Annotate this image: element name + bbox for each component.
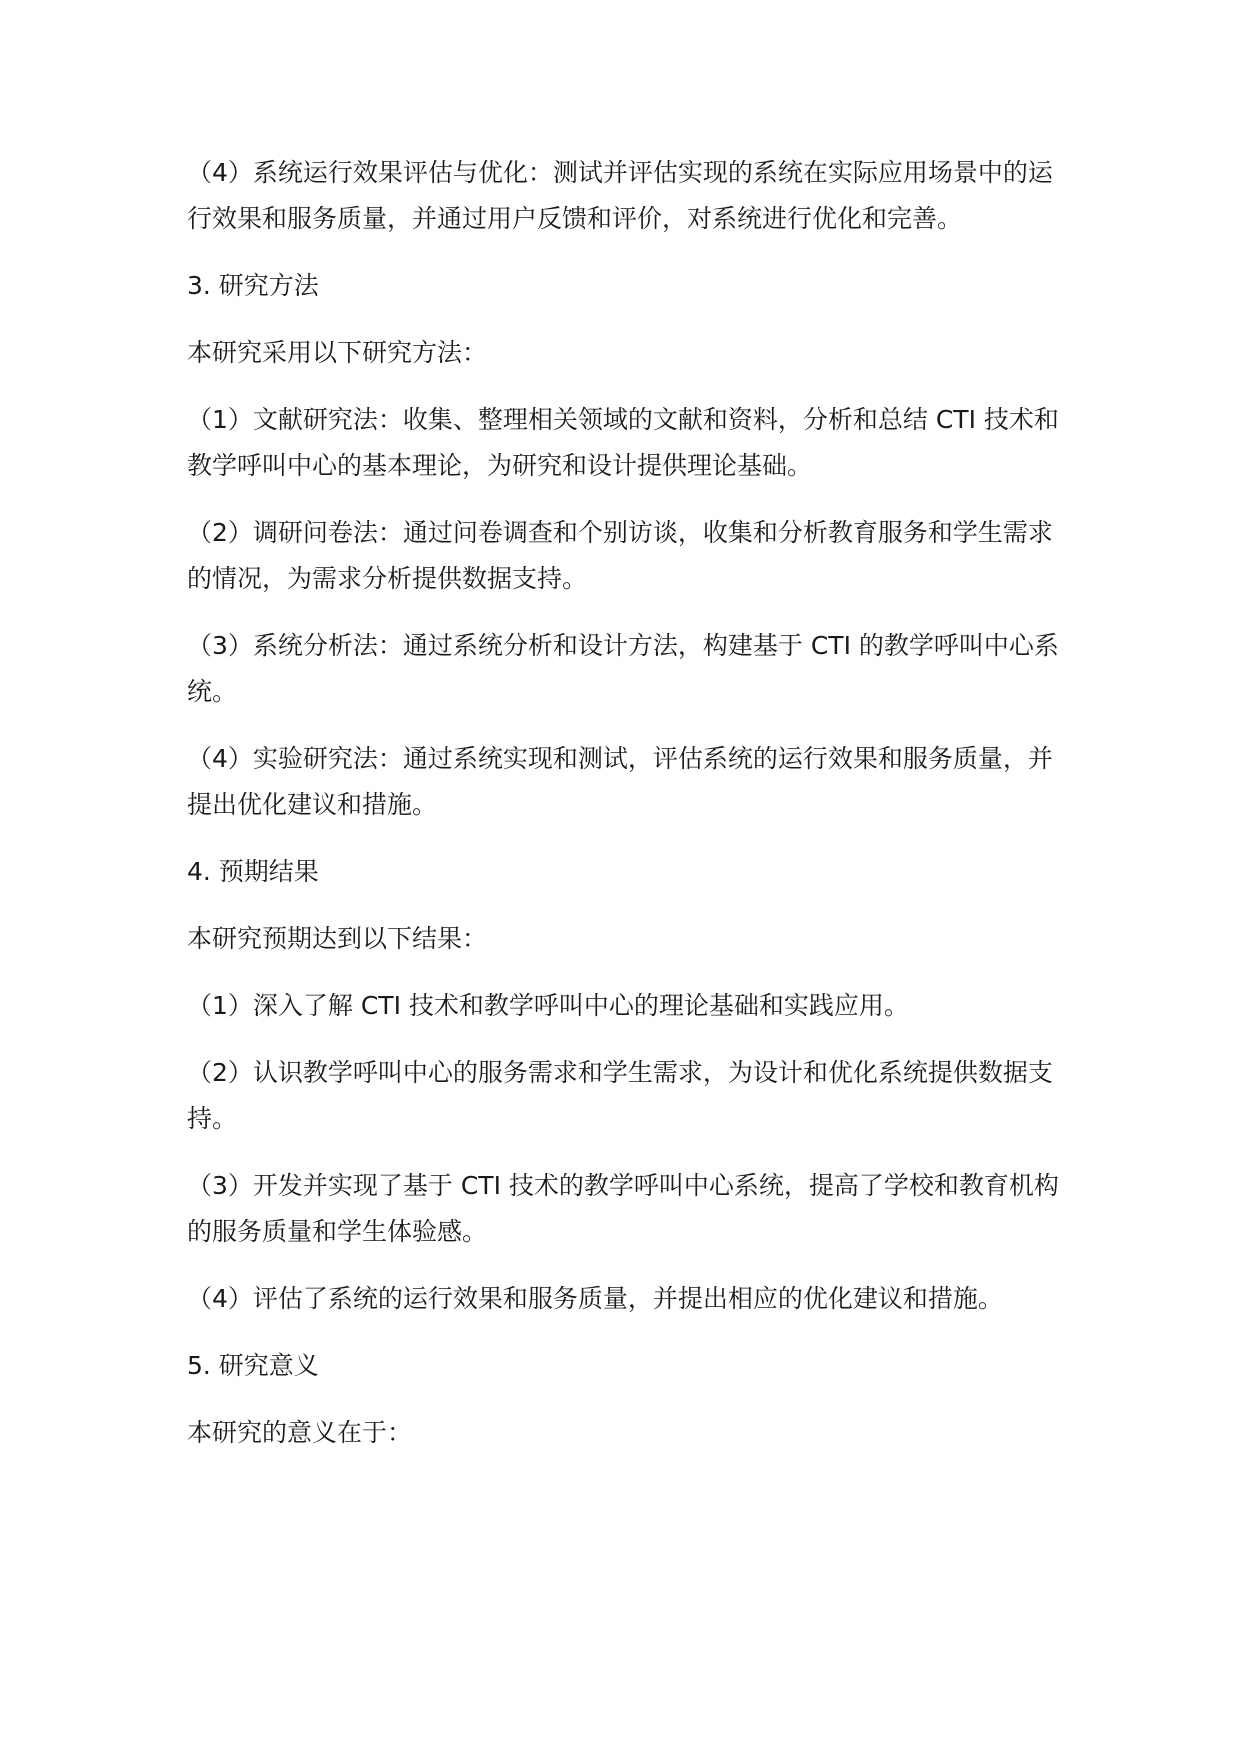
section-heading-significance: 5. 研究意义	[187, 1351, 319, 1380]
section-heading-results: 4. 预期结果	[187, 857, 319, 886]
methods-intro: 本研究采用以下研究方法：	[187, 338, 488, 367]
list-item-literature: （1）文献研究法：收集、整理相关领域的文献和资料，分析和总结 CTI 技术和教学呼叫中心的基本理论，为研究和设计提供理论基础。	[187, 405, 1059, 480]
list-item-result-4: （4）评估了系统的运行效果和服务质量，并提出相应的优化建议和措施。	[187, 1284, 1003, 1313]
document-page	[187, 150, 1077, 1477]
list-item-experiment: （4）实验研究法：通过系统实现和测试，评估系统的运行效果和服务质量，并提出优化建议和措施。	[187, 744, 1053, 819]
list-item-system-analysis: （3）系统分析法：通过系统分析和设计方法，构建基于 CTI 的教学呼叫中心系统。	[187, 631, 1059, 706]
list-item-evaluation: （4）系统运行效果评估与优化：测试并评估实现的系统在实际应用场景中的运行效果和服务质量，并通过用户反馈和评价，对系统进行优化和完善。	[187, 158, 1053, 233]
list-item-result-2: （2）认识教学呼叫中心的服务需求和学生需求，为设计和优化系统提供数据支持。	[187, 1058, 1053, 1133]
section-heading-methods: 3. 研究方法	[187, 271, 319, 300]
list-item-survey: （2）调研问卷法：通过问卷调查和个别访谈，收集和分析教育服务和学生需求的情况，为需求分析提供数据支持。	[187, 518, 1053, 593]
significance-intro: 本研究的意义在于：	[187, 1418, 413, 1447]
list-item-result-1: （1）深入了解 CTI 技术和教学呼叫中心的理论基础和实践应用。	[187, 991, 909, 1020]
list-item-result-3: （3）开发并实现了基于 CTI 技术的教学呼叫中心系统，提高了学校和教育机构的服务质量和学生体验感。	[187, 1171, 1059, 1246]
results-intro: 本研究预期达到以下结果：	[187, 924, 488, 953]
